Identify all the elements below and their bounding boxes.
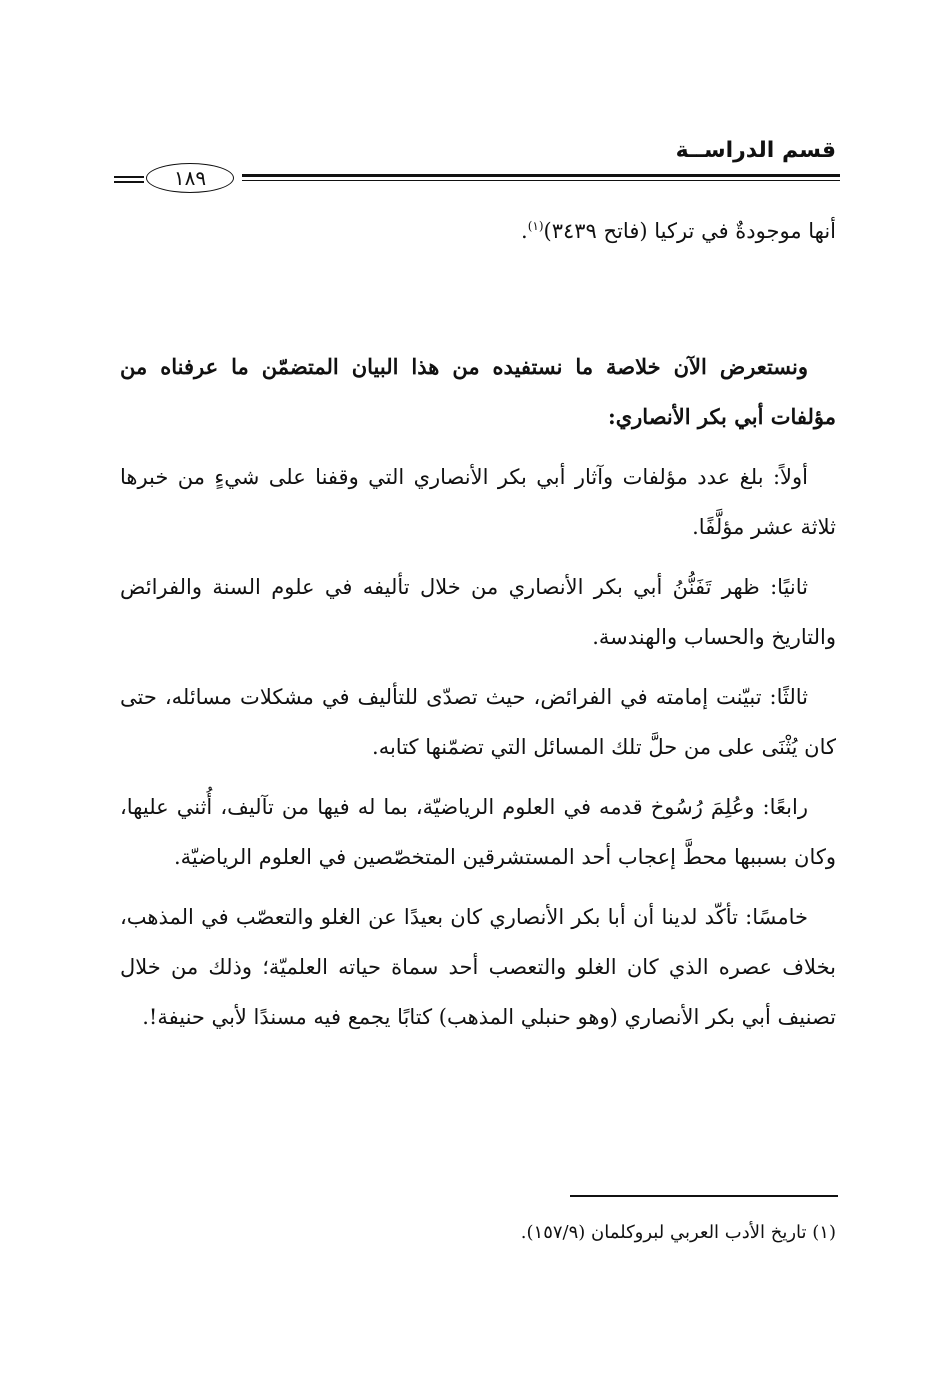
- continuation-paragraph: [120, 206, 836, 256]
- point-paragraph: ثانيًا: ظهر تَفَنُّنُ أبي بكر الأنصاري من خلال تأليفه في علوم السنة والفرائض والتاريخ والحساب والهندسة.: [120, 575, 836, 649]
- footnote-reference: (١): [527, 219, 544, 233]
- continuation-text: أنها موجودةٌ في تركيا (فاتح ٣٤٣٩): [543, 219, 836, 243]
- header-rule-left-bottom: [114, 181, 144, 183]
- section-title: قسم الدراســة: [675, 138, 836, 163]
- body-text: [120, 200, 836, 1042]
- page-number-text: ١٨٩: [173, 166, 207, 190]
- header-rule-thick: [242, 174, 840, 177]
- point-paragraph: خامسًا: تأكّد لدينا أن أبا بكر الأنصاري كان بعيدًا عن الغلو والتعصّب في المذهب، بخلاف عصره الذي كان الغلو والتعصب أحد سماة حياته العلميّة؛ وذلك من خلال تصنيف أبي بكر الأنصاري (وهو حنبلي المذهب) كتابًا يجمع فيه مسندًا لأبي حنيفة!.: [120, 905, 836, 1029]
- footnote-separator: [570, 1195, 838, 1197]
- header-rule-left-top: [114, 176, 144, 178]
- point-paragraph: ثالثًا: تبيّنت إمامته في الفرائض، حيث تصدّى للتأليف في مشكلات مسائله، حتى كان يُثْنَى على من حلَّ تلك المسائل التي تضمّنها كتابه.: [120, 685, 836, 759]
- intro-paragraph: ونستعرض الآن خلاصة ما نستفيده من هذا البيان المتضمّن ما عرفناه من مؤلفات أبي بكر الأنصاري:: [120, 354, 836, 429]
- continuation-end: .: [521, 219, 528, 243]
- point-paragraph: رابعًا: وعُلِمَ رُسُوخ قدمه في العلوم الرياضيّة، بما له فيها من تآليف، أُثني عليها، وكان بسببها محطَّ إعجاب أحد المستشرقين المتخصّصين في العلوم الرياضيّة.: [120, 795, 836, 869]
- footnote: (١) تاريخ الأدب العربي لبروكلمان (١٥٧/٩).: [520, 1222, 836, 1243]
- point-paragraph: أولاً: بلغ عدد مؤلفات وآثار أبي بكر الأنصاري التي وقفنا على شيءٍ من خبرها ثلاثة عشر مؤلَّفًا.: [120, 465, 836, 539]
- page-number: [146, 163, 234, 193]
- header-rule-thin: [242, 180, 840, 181]
